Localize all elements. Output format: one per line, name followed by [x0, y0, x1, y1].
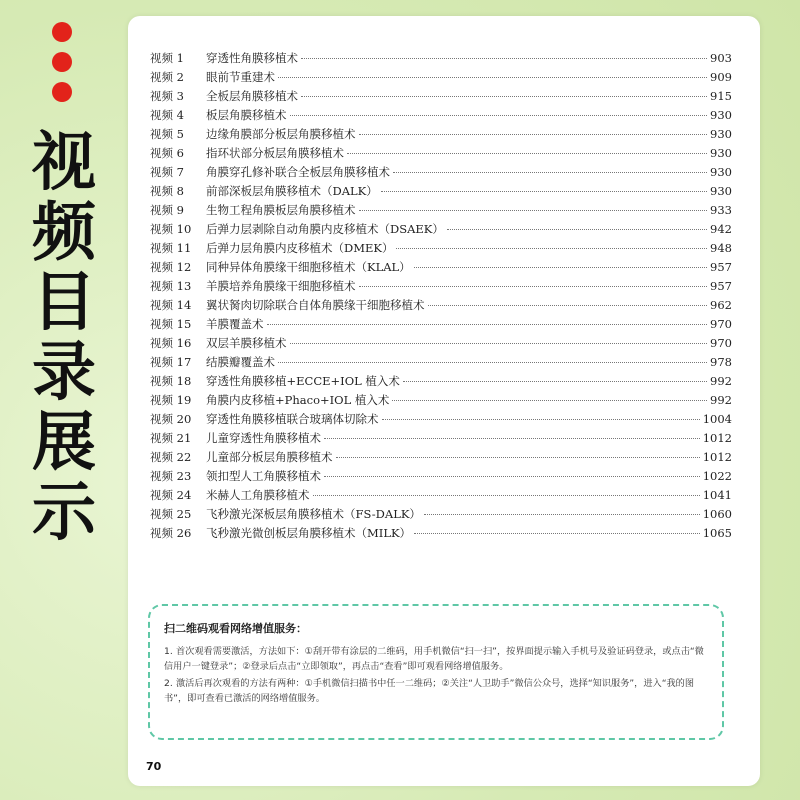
toc-entry-number: 视频 24	[150, 488, 192, 502]
toc-entry	[150, 354, 732, 373]
toc-entry-page: 1060	[702, 507, 732, 521]
toc-entry	[150, 297, 732, 316]
toc-entry-page: 1041	[702, 488, 732, 502]
toc-entry	[150, 240, 732, 259]
toc-entry-number: 视频 4	[150, 108, 184, 122]
toc-entry	[150, 468, 732, 487]
qr-notice-heading: 扫二维码观看网络增值服务：	[164, 622, 307, 635]
toc-entry-page: 930	[710, 146, 732, 160]
toc-entry-number: 视频 11	[150, 241, 192, 255]
toc-entry-page: 992	[710, 374, 732, 388]
toc-entry-page: 1012	[702, 450, 732, 464]
toc-entry	[150, 316, 732, 335]
toc-entry	[150, 392, 732, 411]
toc-entry-page: 903	[710, 51, 732, 65]
toc-entry-title: 穿透性角膜移植+ECCE+IOL 植入术	[206, 374, 400, 388]
toc-entry-title: 穿透性角膜移植联合玻璃体切除术	[206, 412, 379, 426]
dot-leader	[396, 248, 707, 249]
red-dot-icon	[52, 82, 72, 102]
toc-entry	[150, 126, 732, 145]
toc-entry-number: 视频 12	[150, 260, 192, 274]
dot-leader	[393, 172, 707, 173]
toc-entry	[150, 145, 732, 164]
dot-leader	[359, 134, 708, 135]
toc-entry-page: 1004	[702, 412, 732, 426]
dot-leader	[267, 324, 708, 325]
dot-leader	[381, 191, 707, 192]
toc-entry	[150, 183, 732, 202]
toc-entry	[150, 88, 732, 107]
toc-entry-number: 视频 14	[150, 298, 192, 312]
toc-entry-number: 视频 26	[150, 526, 192, 540]
toc-entry	[150, 525, 732, 544]
toc-entry-title: 生物工程角膜板层角膜移植术	[206, 203, 356, 217]
toc-entry-page: 1012	[702, 431, 732, 445]
toc-entry-number: 视频 16	[150, 336, 192, 350]
toc-entry-title: 角膜内皮移植+Phaco+IOL 植入术	[206, 393, 390, 407]
toc-entry-page: 957	[710, 260, 732, 274]
toc-entry-number: 视频 5	[150, 127, 184, 141]
toc-entry	[150, 449, 732, 468]
dot-leader	[290, 115, 708, 116]
side-title: 视频目录展示	[32, 126, 96, 550]
toc-entry	[150, 50, 732, 69]
toc-entry-title: 羊膜培养角膜缘干细胞移植术	[206, 279, 356, 293]
toc-entry-title: 边缘角膜部分板层角膜移植术	[206, 127, 356, 141]
toc-entry	[150, 69, 732, 88]
dot-leader	[414, 267, 707, 268]
toc-entry-page: 909	[710, 70, 732, 84]
qr-notice-item: 2. 激活后再次观看的方法有两种：①手机微信扫描书中任一二维码；②关注“人卫助手”微信公众号，选择“知识服务”，进入“我的图书”，即可查看已激活的网络增值服务。	[164, 678, 695, 704]
toc-entry	[150, 373, 732, 392]
toc-entry-number: 视频 20	[150, 412, 192, 426]
dot-leader	[324, 476, 700, 477]
toc-entry-number: 视频 2	[150, 70, 184, 84]
dot-leader	[278, 77, 707, 78]
dot-leader	[428, 305, 708, 306]
toc-entry-number: 视频 25	[150, 507, 192, 521]
red-dot-icon	[52, 52, 72, 72]
toc-entry-number: 视频 10	[150, 222, 192, 236]
toc-entry-title: 米赫人工角膜移植术	[206, 488, 310, 502]
decorative-dots	[52, 22, 76, 112]
toc-entry-number: 视频 3	[150, 89, 184, 103]
page-number: 70	[146, 760, 162, 773]
toc-entry-title: 穿透性角膜移植术	[206, 51, 298, 65]
toc-entry-title: 后弹力层角膜内皮移植术（DMEK）	[206, 241, 394, 255]
toc-entry	[150, 278, 732, 297]
toc-entry-page: 933	[710, 203, 732, 217]
toc-entry-number: 视频 8	[150, 184, 184, 198]
toc-entry-page: 1065	[702, 526, 732, 540]
toc-entry-title: 双层羊膜移植术	[206, 336, 287, 350]
dot-leader	[424, 514, 700, 515]
toc-entry-page: 957	[710, 279, 732, 293]
toc-entry-page: 1022	[702, 469, 732, 483]
toc-entry-title: 全板层角膜移植术	[206, 89, 298, 103]
qr-service-notice	[148, 604, 724, 740]
toc-entry-number: 视频 18	[150, 374, 192, 388]
toc-entry-title: 儿童穿透性角膜移植术	[206, 431, 321, 445]
dot-leader	[324, 438, 700, 439]
toc-entry-number: 视频 17	[150, 355, 192, 369]
dot-leader	[301, 96, 707, 97]
toc-entry-page: 970	[710, 317, 732, 331]
toc-entry-number: 视频 1	[150, 51, 184, 65]
toc-entry-number: 视频 19	[150, 393, 192, 407]
toc-entry-number: 视频 13	[150, 279, 192, 293]
toc-entry-number: 视频 23	[150, 469, 192, 483]
toc-entry-page: 970	[710, 336, 732, 350]
dot-leader	[447, 229, 707, 230]
dot-leader	[278, 362, 707, 363]
toc-entry-page: 962	[710, 298, 732, 312]
toc-entry	[150, 259, 732, 278]
toc-entry-title: 后弹力层剥除自动角膜内皮移植术（DSAEK）	[206, 222, 444, 236]
toc-entry	[150, 221, 732, 240]
dot-leader	[382, 419, 700, 420]
toc-entry-page: 992	[710, 393, 732, 407]
toc-entry-number: 视频 15	[150, 317, 192, 331]
toc-entry-page: 942	[710, 222, 732, 236]
toc-entry	[150, 506, 732, 525]
toc-entry-page: 930	[710, 184, 732, 198]
dot-leader	[403, 381, 707, 382]
toc-entry-page: 978	[710, 355, 732, 369]
toc-entry-number: 视频 9	[150, 203, 184, 217]
qr-notice-list	[164, 644, 710, 708]
catalog-page	[128, 16, 760, 786]
toc-entry	[150, 164, 732, 183]
toc-entry-page: 948	[710, 241, 732, 255]
video-toc	[150, 50, 732, 544]
toc-entry-title: 领扣型人工角膜移植术	[206, 469, 321, 483]
toc-entry	[150, 335, 732, 354]
toc-entry-page: 930	[710, 165, 732, 179]
dot-leader	[359, 210, 708, 211]
toc-entry	[150, 430, 732, 449]
toc-entry-title: 翼状胬肉切除联合自体角膜缘干细胞移植术	[206, 298, 425, 312]
toc-entry-title: 羊膜覆盖术	[206, 317, 264, 331]
qr-notice-item: 1. 首次观看需要激活，方法如下：①刮开带有涂层的二维码，用手机微信“扫一扫”，按界面提示输入手机号及验证码登录，或点击“微信用户一键登录”；②登录后点击“立即领取”，再点击“查看”即可观看网络增值服务。	[164, 646, 704, 672]
toc-entry	[150, 107, 732, 126]
dot-leader	[347, 153, 707, 154]
toc-entry-title: 角膜穿孔修补联合全板层角膜移植术	[206, 165, 390, 179]
dot-leader	[301, 58, 707, 59]
dot-leader	[336, 457, 700, 458]
toc-entry-title: 儿童部分板层角膜移植术	[206, 450, 333, 464]
toc-entry	[150, 487, 732, 506]
toc-entry	[150, 411, 732, 430]
toc-entry-title: 飞秒激光微创板层角膜移植术（MILK）	[206, 526, 412, 540]
toc-entry-number: 视频 6	[150, 146, 184, 160]
toc-entry-title: 同种异体角膜缘干细胞移植术（KLAL）	[206, 260, 411, 274]
dot-leader	[392, 400, 707, 401]
toc-entry-number: 视频 7	[150, 165, 184, 179]
dot-leader	[290, 343, 708, 344]
toc-entry-title: 飞秒激光深板层角膜移植术（FS-DALK）	[206, 507, 421, 521]
dot-leader	[359, 286, 708, 287]
toc-entry-title: 眼前节重建术	[206, 70, 275, 84]
toc-entry-title: 结膜瓣覆盖术	[206, 355, 275, 369]
toc-entry-number: 视频 21	[150, 431, 192, 445]
toc-entry-page: 915	[710, 89, 732, 103]
toc-entry-title: 指环状部分板层角膜移植术	[206, 146, 344, 160]
dot-leader	[313, 495, 700, 496]
toc-entry	[150, 202, 732, 221]
red-dot-icon	[52, 22, 72, 42]
toc-entry-number: 视频 22	[150, 450, 192, 464]
toc-entry-page: 930	[710, 127, 732, 141]
toc-entry-title: 前部深板层角膜移植术（DALK）	[206, 184, 378, 198]
toc-entry-title: 板层角膜移植术	[206, 108, 287, 122]
toc-entry-page: 930	[710, 108, 732, 122]
dot-leader	[414, 533, 700, 534]
